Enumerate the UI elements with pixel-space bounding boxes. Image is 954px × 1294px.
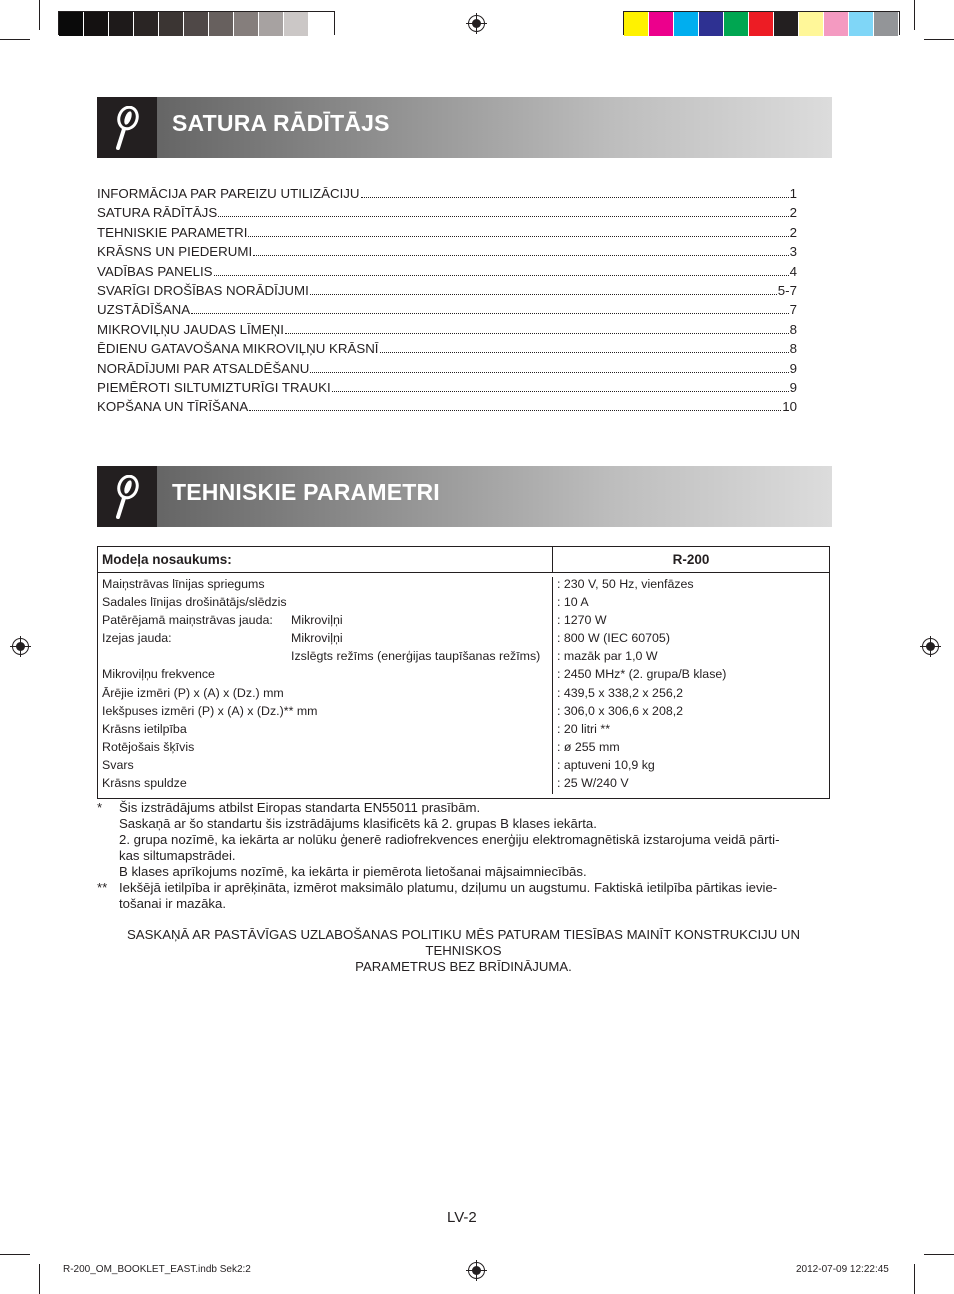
toc-entry xyxy=(97,244,797,263)
toc-entry xyxy=(97,399,797,418)
spec-table xyxy=(97,546,830,799)
footnote-line: Saskaņā ar šo standartu šis izstrādājums klasificēts kā 2. grupas B klases iekārta. xyxy=(119,816,597,831)
spec-value: : ø 255 mm xyxy=(557,739,620,754)
footnote-line: 2. grupa nozīmē, ka iekārta ar nolūku ģenerē radiofrekvences enerģiju elektromagnētiskā izstarojuma veidā pārti- xyxy=(119,832,780,847)
spec-value: : 10 A xyxy=(557,595,589,610)
footnote-line: kas siltumapstrādei. xyxy=(119,848,236,863)
color-swatch xyxy=(699,12,724,36)
toc-entry-title: ĒDIENU GATAVOŠANA MIKROVIĻŅU KRĀSNĪ xyxy=(97,341,379,357)
toc-dot-leader xyxy=(253,255,788,256)
crop-mark xyxy=(914,0,915,30)
spec-label: Ārējie izmēri (P) x (A) x (Dz.) mm xyxy=(102,685,284,700)
header-icon-box xyxy=(97,466,157,527)
gray-color-bar xyxy=(58,11,335,35)
footnote xyxy=(97,880,827,912)
registration-mark-icon xyxy=(12,638,29,655)
spec-row-label xyxy=(98,740,552,758)
spec-label: Krāsns spuldze xyxy=(102,776,187,791)
table-of-contents xyxy=(97,186,797,419)
specs-section-header xyxy=(97,466,832,527)
toc-entry-title: SATURA RĀDĪTĀJS xyxy=(97,205,218,221)
registration-mark-icon xyxy=(922,638,939,655)
toc-entry-title: KOPŠANA UN TĪRĪŠANA xyxy=(97,399,249,415)
spec-value: : aptuveni 10,9 kg xyxy=(557,757,655,772)
toc-entry-page: 2 xyxy=(789,224,797,240)
slug-timestamp: 2012-07-09 12:22:45 xyxy=(796,1264,889,1275)
toc-dot-leader xyxy=(380,352,789,353)
toc-dot-leader xyxy=(191,313,789,314)
spec-sublabel: Mikroviļņi xyxy=(291,631,343,646)
crop-mark xyxy=(924,39,954,40)
toc-entry xyxy=(97,380,797,399)
color-swatch xyxy=(309,12,334,36)
color-swatch xyxy=(259,12,284,36)
toc-entry-page: 1 xyxy=(789,186,797,201)
spec-row-label xyxy=(98,631,552,649)
toc-dot-leader xyxy=(249,410,781,411)
toc-entry-page: 3 xyxy=(789,244,797,260)
process-color-bar xyxy=(623,11,900,35)
registration-mark-icon xyxy=(468,1262,485,1279)
toc-entry xyxy=(97,264,797,283)
color-swatch xyxy=(284,12,309,36)
crop-mark xyxy=(0,39,30,40)
spec-label: Rotējošais šķīvis xyxy=(102,739,195,754)
color-swatch xyxy=(824,12,849,36)
toc-entry xyxy=(97,302,797,321)
toc-entry-page: 8 xyxy=(789,321,797,337)
model-label: Modeļa nosaukums: xyxy=(98,547,553,572)
spec-value: : 1270 W xyxy=(557,613,607,628)
color-swatch xyxy=(724,12,749,36)
crop-mark xyxy=(0,1254,30,1255)
toc-entry-title: KRĀSNS UN PIEDERUMI xyxy=(97,244,253,260)
crop-mark xyxy=(924,1254,954,1255)
spec-values-column xyxy=(553,577,829,794)
toc-entry xyxy=(97,225,797,244)
toc-entry-title: NORĀDĪJUMI PAR ATSALDĒŠANU xyxy=(97,360,310,376)
spec-row-label xyxy=(98,667,552,685)
model-value: R-200 xyxy=(672,552,710,567)
spec-sublabel: Izslēgts režīms (enerģijas taupīšanas režīms) xyxy=(291,649,541,664)
spec-row-label xyxy=(98,704,552,722)
spec-value: : mazāk par 1,0 W xyxy=(557,649,658,664)
toc-entry-title: PIEMĒROTI SILTUMIZTURĪGI TRAUKI xyxy=(97,379,331,395)
spec-value: : 439,5 x 338,2 x 256,2 xyxy=(557,685,684,700)
notice-line: PARAMETRUS BEZ BRĪDINĀJUMA. xyxy=(355,959,572,974)
spec-label: Izejas jauda: xyxy=(102,631,172,646)
toc-entry-page: 2 xyxy=(789,205,797,221)
toc-section-header xyxy=(97,97,832,158)
toc-entry xyxy=(97,283,797,302)
spec-row-label xyxy=(98,649,552,667)
footnotes xyxy=(97,800,827,912)
toc-entry xyxy=(97,341,797,360)
footnote-line: tošanai ir mazāka. xyxy=(119,896,227,911)
toc-entry-title: MIKROVIĻŅU JAUDAS LĪMEŅI xyxy=(97,321,284,337)
spec-label: Svars xyxy=(102,757,134,772)
color-swatch xyxy=(674,12,699,36)
page-number: LV-2 xyxy=(447,1209,477,1226)
color-swatch xyxy=(159,12,184,36)
toc-dot-leader xyxy=(361,197,789,198)
color-swatch xyxy=(109,12,134,36)
toc-dot-leader xyxy=(218,216,788,217)
color-swatch xyxy=(799,12,824,36)
toc-entry-page: 9 xyxy=(789,360,797,376)
section-title: TEHNISKIE PARAMETRI xyxy=(172,479,440,505)
crop-mark xyxy=(39,1264,40,1294)
toc-entry-page: 4 xyxy=(789,263,797,279)
color-swatch xyxy=(184,12,209,36)
spec-table-header xyxy=(98,547,829,573)
slug-filename: R-200_OM_BOOKLET_EAST.indb Sek2:2 xyxy=(63,1264,251,1275)
spec-row-label xyxy=(98,613,552,631)
spec-row-label xyxy=(98,577,552,595)
crop-mark xyxy=(914,1264,915,1294)
spec-value: : 230 V, 50 Hz, vienfāzes xyxy=(557,577,694,591)
spec-row-label xyxy=(98,776,552,794)
footnote xyxy=(97,800,827,880)
spec-value: : 800 W (IEC 60705) xyxy=(557,631,670,646)
color-swatch xyxy=(774,12,799,36)
footnote-line: Iekšējā ietilpība ir aprēķināta, izmērot maksimālo platumu, dziļumu un augstumu. Faktiskā ietilpība pārtikas ievie- xyxy=(119,880,778,895)
spec-value: : 2450 MHz* (2. grupa/B klase) xyxy=(557,667,727,682)
toc-entry-page: 5-7 xyxy=(777,282,797,298)
spec-labels-column xyxy=(98,577,553,794)
spec-label: Mikroviļņu frekvence xyxy=(102,667,215,682)
toc-dot-leader xyxy=(248,236,788,237)
toc-entry-page: 10 xyxy=(782,399,797,415)
color-swatch xyxy=(624,12,649,36)
color-swatch xyxy=(134,12,159,36)
spec-sublabel: Mikroviļņi xyxy=(291,613,343,628)
spec-table-body xyxy=(98,573,829,798)
toc-entry xyxy=(97,186,797,205)
spec-label: Patērējamā maiņstrāvas jauda: xyxy=(102,613,273,628)
toc-entry-title: UZSTĀDĪŠANA xyxy=(97,302,191,318)
toc-entry-title: VADĪBAS PANELIS xyxy=(97,263,213,279)
toc-dot-leader xyxy=(214,275,789,276)
toc-dot-leader xyxy=(310,294,777,295)
toc-entry-title: SVARĪGI DROŠĪBAS NORĀDĪJUMI xyxy=(97,282,309,298)
toc-entry-page: 7 xyxy=(789,302,797,318)
color-swatch xyxy=(849,12,874,36)
toc-dot-leader xyxy=(310,372,788,373)
footnote-marker: * xyxy=(97,800,103,815)
footnote-line: Šis izstrādājums atbilst Eiropas standarta EN55011 prasībām. xyxy=(119,800,481,815)
spec-label: Krāsns ietilpība xyxy=(102,721,187,736)
color-swatch xyxy=(234,12,259,36)
spec-row-label xyxy=(98,758,552,776)
toc-entry-page: 8 xyxy=(789,341,797,357)
notice xyxy=(97,927,830,975)
spec-value: : 25 W/240 V xyxy=(557,776,629,791)
info-icon xyxy=(112,475,142,519)
color-swatch xyxy=(749,12,774,36)
footnote-marker: ** xyxy=(97,880,108,895)
spec-row-label xyxy=(98,722,552,740)
footnote-line: B klases aprīkojums nozīmē, ka iekārta ir piemērota lietošanai mājsaimniecībās. xyxy=(119,864,587,879)
notice-line: SASKAŅĀ AR PASTĀVĪGAS UZLABOŠANAS POLITIKU MĒS PATURAM TIESĪBAS MAINĪT KONSTRUKCIJU UN TEHNISKOS xyxy=(127,927,800,958)
color-swatch xyxy=(59,12,84,36)
toc-entry xyxy=(97,205,797,224)
section-title: SATURA RĀDĪTĀJS xyxy=(172,110,390,136)
toc-entry-title: INFORMĀCIJA PAR PAREIZU UTILIZĀCIJU xyxy=(97,186,360,201)
spec-value: : 306,0 x 306,6 x 208,2 xyxy=(557,703,684,718)
spec-label: Maiņstrāvas līnijas spriegums xyxy=(102,577,265,591)
color-swatch xyxy=(649,12,674,36)
toc-dot-leader xyxy=(332,391,789,392)
color-swatch xyxy=(874,12,899,36)
spec-row-label xyxy=(98,595,552,613)
toc-entry-title: TEHNISKIE PARAMETRI xyxy=(97,224,248,240)
toc-entry xyxy=(97,361,797,380)
info-icon xyxy=(112,106,142,150)
spec-value: : 20 litri ** xyxy=(557,721,611,736)
header-icon-box xyxy=(97,97,157,158)
toc-entry-page: 9 xyxy=(789,379,797,395)
color-swatch xyxy=(84,12,109,36)
spec-label: Sadales līnijas drošinātājs/slēdzis xyxy=(102,595,287,610)
crop-mark xyxy=(39,0,40,30)
toc-entry xyxy=(97,322,797,341)
spec-row-label xyxy=(98,686,552,704)
color-swatch xyxy=(209,12,234,36)
spec-label: Iekšpuses izmēri (P) x (A) x (Dz.)** mm xyxy=(102,703,318,718)
registration-mark-icon xyxy=(468,15,485,32)
toc-dot-leader xyxy=(285,333,789,334)
